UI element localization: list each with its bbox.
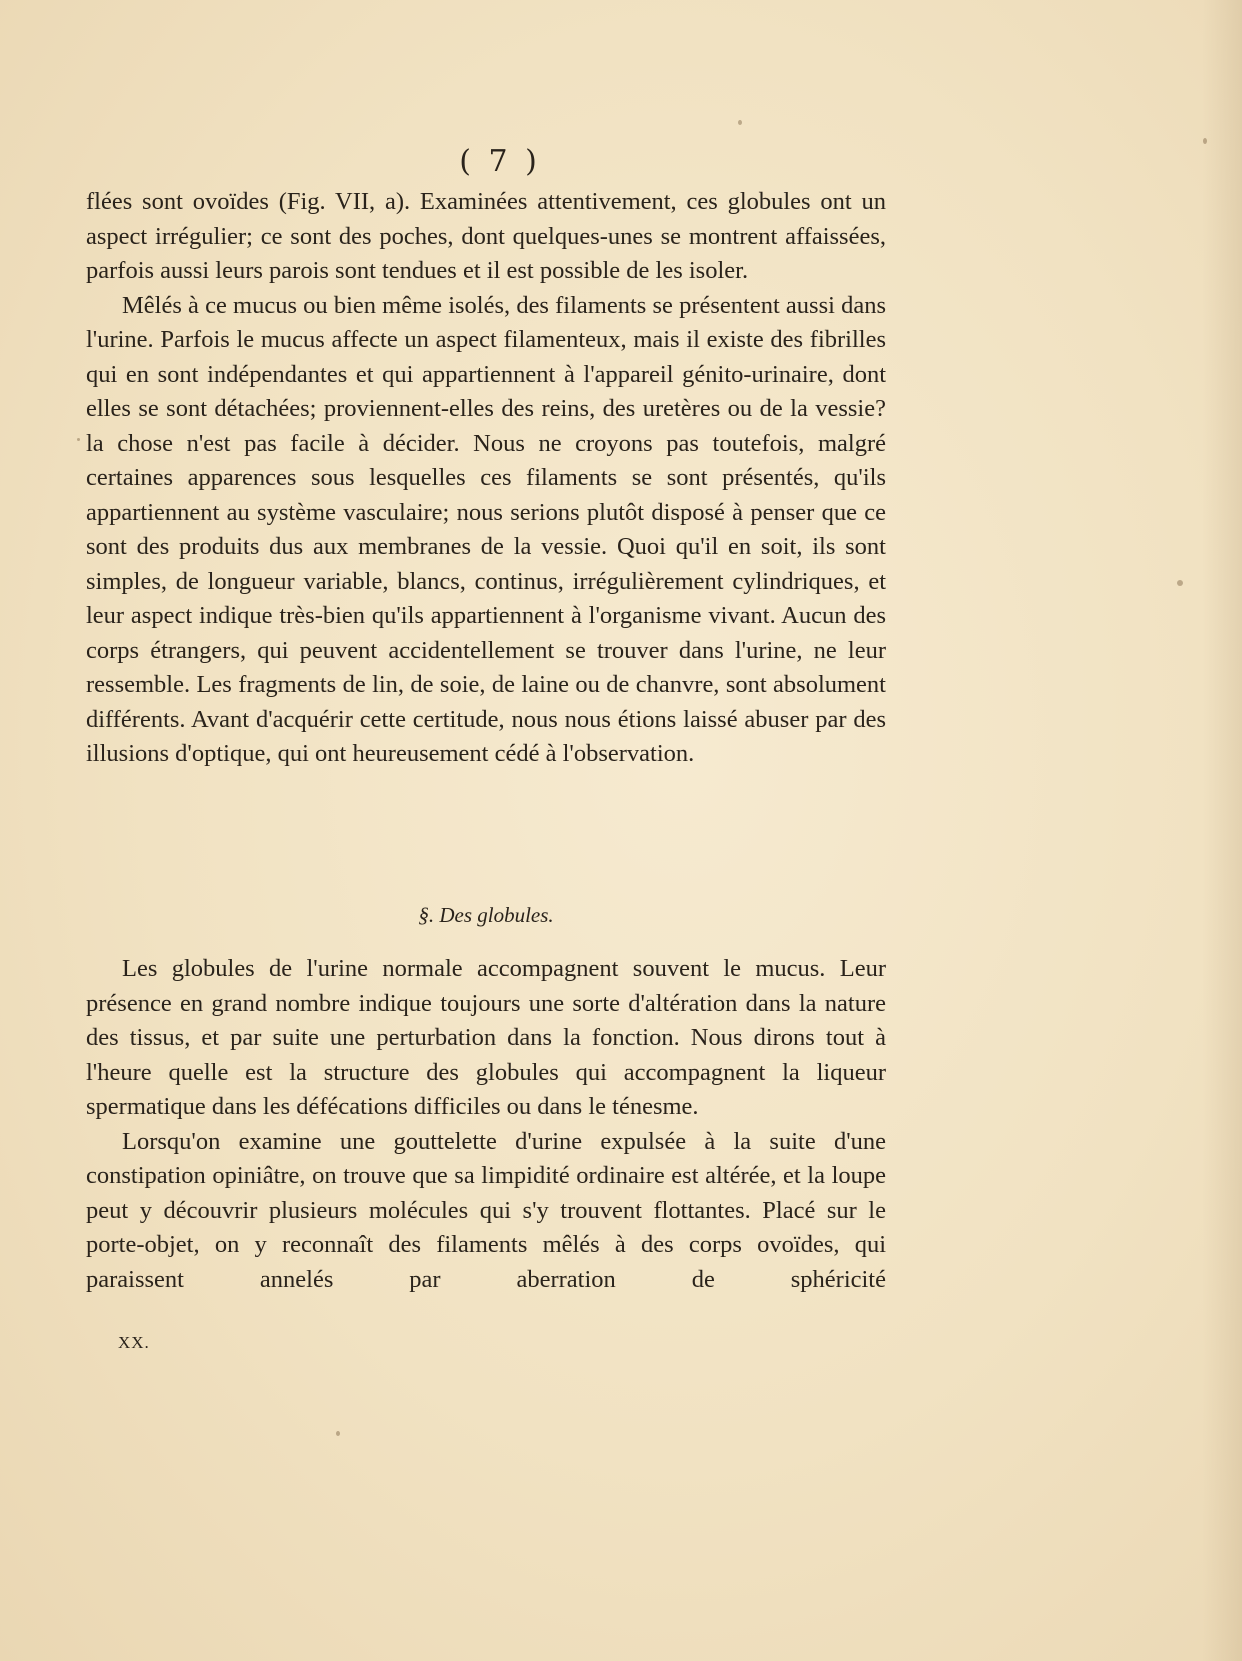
body-text-bottom (86, 952, 886, 1297)
paragraph: Les globules de l'urine normale accompagnent souvent le mucus. Leur présence en grand nombre indique toujours une sorte d'altération dans la nature des tissus, et par suite une perturbation dans la fonction. Nous dirons tout à l'heure quelle est la structure des globules qui accompagnent la liqueur spermatique dans les défécations difficiles ou dans le ténesme. (86, 955, 886, 1120)
page-edge-shadow (1202, 0, 1242, 1661)
section-heading: §. Des globules. (418, 903, 554, 927)
page-number: ( 7 ) (459, 144, 541, 179)
body-text-top (86, 185, 886, 772)
paper-speck (1203, 138, 1207, 144)
paper-speck (336, 1431, 340, 1436)
paragraph: flées sont ovoïdes (Fig. VII, a). Examinées attentivement, ces globules ont un aspect irrégulier; ce sont des poches, dont quelques-unes se montrent affaissées, parfois aussi leurs parois sont tendues et il est possible de les isoler. (86, 188, 886, 284)
paragraph: Lorsqu'on examine une gouttelette d'urine expulsée à la suite d'une constipation opiniâtre, on trouve que sa limpidité ordinaire est altérée, et la loupe peut y découvrir plusieurs molécules qui s'y trouvent flottantes. Placé sur le porte-objet, on y reconnaît des filaments mêlés à des corps ovoïdes, qui paraissent annelés par aberration de sphéricité (86, 1127, 886, 1293)
paper-speck (1177, 580, 1183, 586)
paper-speck (77, 438, 80, 441)
paper-speck (738, 120, 742, 125)
paragraph: Mêlés à ce mucus ou bien même isolés, des filaments se présentent aussi dans l'urine. Parfois le mucus affecte un aspect filamenteux, mais il existe des fibrilles qui en sont indépendantes et qui appartiennent à l'appareil génito-urinaire, dont elles se sont détachées; proviennent-elles des reins, des uretères ou de la vessie? la chose n'est pas facile à décider. Nous ne croyons pas toutefois, malgré certaines apparences sous lesquelles ces filaments se sont présentés, qu'ils appartiennent au système vasculaire; nous serions plutôt disposé à penser que ce sont des produits dus aux membranes de la vessie. Quoi qu'il en soit, ils sont simples, de longueur variable, blancs, continus, irrégulièrement cylindriques, et leur aspect indique très-bien qu'ils appartiennent à l'organisme vivant. Aucun des corps étrangers, qui peuvent accidentellement se trouver dans l'urine, ne leur ressemble. Les fragments de lin, de soie, de laine ou de chanvre, sont absolument différents. Avant d'acquérir cette certitude, nous nous étions laissé abuser par des illusions d'optique, qui ont heureusement cédé à l'observation. (86, 291, 886, 767)
signature-mark: XX. (118, 1333, 150, 1352)
